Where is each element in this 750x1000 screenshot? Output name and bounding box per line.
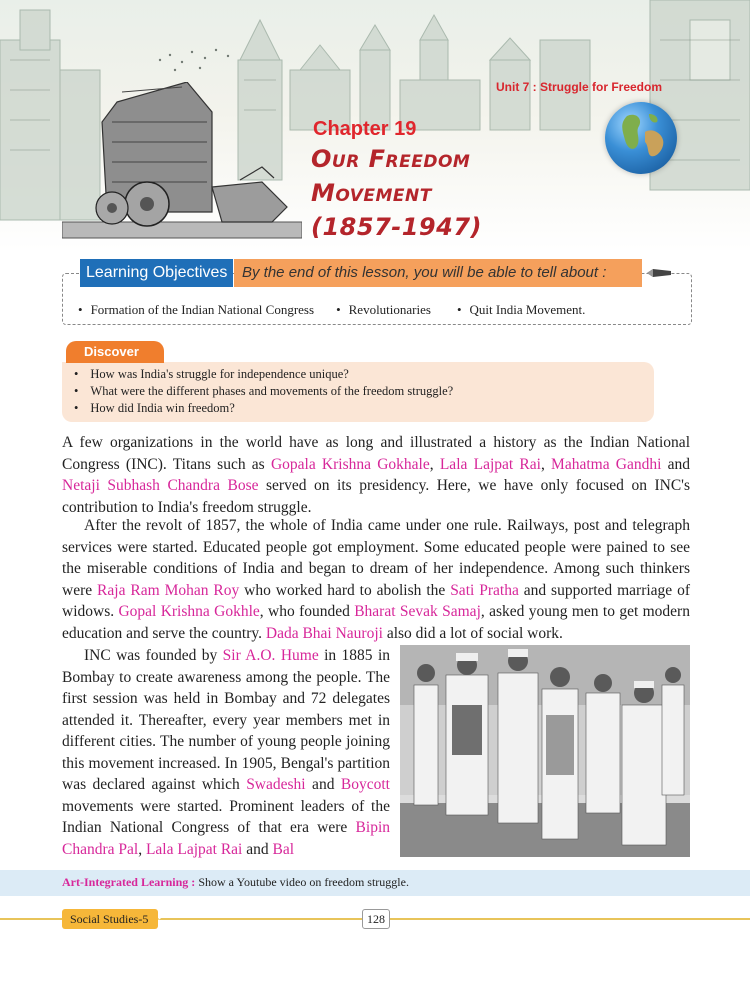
paragraph-text: in 1885 in Bombay to create awareness among the people. The first session was held in Bombay and 72 delegates attended it. Thereafter, every year members met in different cities. The number of young people joining this movement increased. In 1905, Bengal's partition was declared against which [62,647,391,793]
list-item: • Formation of the Indian National Congress [78,302,315,317]
highlighted-term: Swadeshi [246,776,306,793]
list-item: • What were the different phases and movements of the freedom struggle? [74,384,454,398]
learning-objectives-intro: By the end of this lesson, you will be able to tell about : [234,259,642,287]
highlighted-term: Gopala Krishna Gokhale [270,455,430,473]
book-title-tab: Social Studies-5 [62,909,158,929]
art-integrated-text: Show a Youtube video on freedom struggle. [195,875,409,889]
discover-list [74,366,644,417]
paragraph-text: , [138,840,146,858]
paragraph-text: INC was founded by [84,647,223,664]
highlighted-term: Netaji Subhash Chandra Bose [62,477,259,494]
paragraph-text: After the revolt of 1857, the whole of India came under one rule. Railways, post and telegraph services were started. Educated people got employment. Some educated people were pained to see the miserable conditions of India and began to dream of her independence. Among such thinkers were [62,517,690,599]
historic-photo-freedom-leaders [400,645,690,857]
art-integrated-learning [62,875,409,890]
chevron-right-icon: › [157,906,165,926]
list-item: • How was India's struggle for independence unique? [74,367,349,381]
highlighted-term: Bal [272,840,295,858]
chapter-title-line: Movement [311,179,432,207]
paragraph-text: and [242,840,273,858]
list-item: • Quit India Movement. [456,302,586,317]
highlighted-term: Sati Pratha [450,581,519,599]
paragraph-text: movements were started. Prominent leaders of the Indian National Congress of that era were [62,797,390,836]
paragraph-text: , who founded [259,603,355,620]
chapter-number: Chapter 19 [313,118,417,140]
paragraph-inc-founding [62,645,390,860]
chapter-title [311,142,571,244]
paragraph-text: , [429,455,440,473]
list-item: • How did India win freedom? [74,401,235,415]
highlighted-term: Mahatma Gandhi [551,455,662,473]
paragraph-text: and [661,455,691,473]
highlighted-term: Dada Bhai Nauroji [265,624,383,642]
discover-label: Discover [66,341,164,363]
highlighted-term: Boycott [340,776,390,793]
paragraph-text: who worked hard to abolish the [239,581,451,599]
pen-icon [645,267,675,279]
paragraph-text: also did a lot of social work. [382,624,563,642]
paragraph-text: , [540,455,552,473]
paragraph-after-revolt [62,515,690,644]
highlighted-term: Bharat Sevak Samaj [354,603,481,620]
art-integrated-label: Art-Integrated Learning : [62,875,196,889]
paragraph-text: and [305,776,341,793]
learning-objectives-list [78,302,678,318]
list-item: • Revolutionaries [336,302,431,317]
unit-label: Unit 7 : Struggle for Freedom [496,80,663,94]
highlighted-term: Bipin Chandra Pal [62,819,390,858]
globe-icon [605,102,677,174]
highlighted-term: Raja Ram Mohan Roy [97,581,240,599]
paragraph-inc-intro [62,432,690,518]
paragraph-text: served on its presidency. Here, we have only focused on INC's contribution to India's freedom struggle. [62,477,690,516]
paragraph-text: and supported marriage of widows. [62,581,691,620]
paragraph-text: A few organizations in the world have as long and illustrated a history as the Indian National Congress (INC). Titans such as [62,434,690,473]
highlighted-term: Lala Lajpat Rai [145,840,243,858]
highlighted-term: Lala Lajpat Rai [439,455,541,473]
page-number: 128 [362,909,390,929]
chapter-title-line: (1857-1947) [311,213,482,241]
highlighted-term: Gopal Krishna Gokhle [118,603,260,620]
paragraph-text: , asked young men to get modern education and serve the country. [62,603,690,642]
learning-objectives-label: Learning Objectives [80,259,233,287]
stone-chariot-illustration [62,82,302,247]
highlighted-term: Sir A.O. Hume [222,647,319,664]
chapter-title-line: Our Freedom [311,145,471,173]
